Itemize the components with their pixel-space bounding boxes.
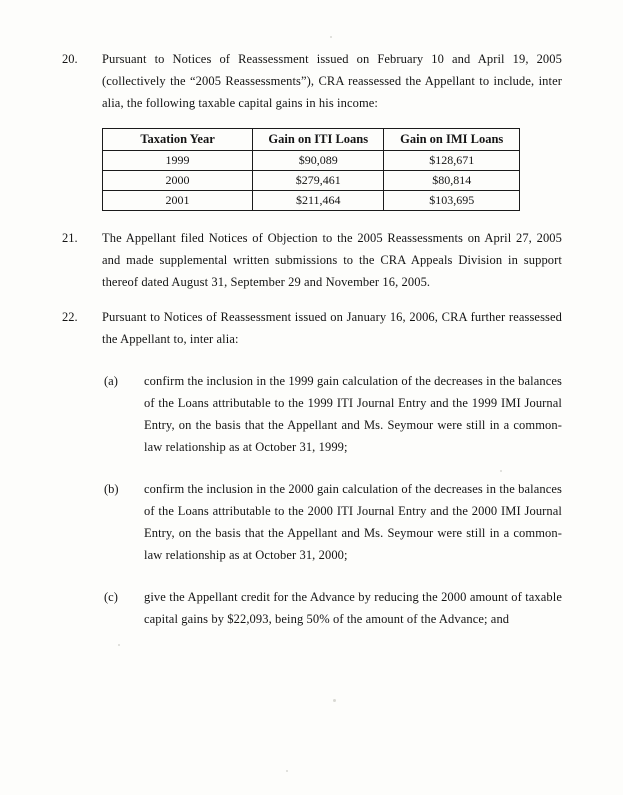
table-header-taxation-year: Taxation Year — [103, 129, 253, 151]
subparagraph-b — [102, 478, 562, 566]
table-cell-year: 1999 — [103, 151, 253, 171]
scan-speck — [286, 770, 288, 772]
paragraph-21-text: The Appellant filed Notices of Objection to the 2005 Reassessments on April 27, 2005 and made supplemental written submissions to the CRA Appeals Division in support thereof dated August 31, September 29 and November 16, 2005. — [102, 231, 562, 289]
paragraph-22-number: 22. — [62, 310, 78, 324]
table-header-gain-iti: Gain on ITI Loans — [253, 129, 384, 151]
table-cell-year: 2001 — [103, 191, 253, 211]
paragraph-20 — [62, 48, 562, 114]
paragraph-22-text: Pursuant to Notices of Reassessment issued on January 16, 2006, CRA further reassessed the Appellant to, inter alia: — [102, 310, 562, 346]
document-body — [62, 48, 562, 644]
gains-table-wrapper — [102, 128, 520, 211]
table-row — [103, 171, 520, 191]
table-row — [103, 151, 520, 171]
subparagraph-a — [102, 370, 562, 458]
paragraph-20-number: 20. — [62, 52, 78, 66]
table-cell-gain-iti: $90,089 — [253, 151, 384, 171]
table-row — [103, 191, 520, 211]
table-cell-gain-iti: $211,464 — [253, 191, 384, 211]
subparagraph-c-text: give the Appellant credit for the Advance by reducing the 2000 amount of taxable capital gains by $22,093, being 50% of the amount of the Advance; and — [144, 590, 562, 626]
subparagraph-a-label: (a) — [104, 374, 118, 388]
table-cell-gain-imi: $80,814 — [384, 171, 520, 191]
paragraph-21 — [62, 227, 562, 293]
subparagraph-a-text: confirm the inclusion in the 1999 gain calculation of the decreases in the balances of the Loans attributable to the 1999 ITI Journal Entry and the 1999 IMI Journal Entry, on the basis that the Appellant and Ms. Seymour were still in a common-law relationship as at October 31, 1999; — [144, 374, 562, 454]
table-cell-gain-imi: $103,695 — [384, 191, 520, 211]
table-header-gain-imi: Gain on IMI Loans — [384, 129, 520, 151]
table-cell-year: 2000 — [103, 171, 253, 191]
table-cell-gain-imi: $128,671 — [384, 151, 520, 171]
gains-table — [102, 128, 520, 211]
subparagraph-b-text: confirm the inclusion in the 2000 gain calculation of the decreases in the balances of the Loans attributable to the 2000 ITI Journal Entry and the 2000 IMI Journal Entry, on the basis that the Appellant and Ms. Seymour were still in a common-law relationship as at October 31, 2000; — [144, 482, 562, 562]
subparagraph-list — [62, 370, 562, 630]
subparagraph-b-label: (b) — [104, 482, 119, 496]
paragraph-21-number: 21. — [62, 231, 78, 245]
subparagraph-c-label: (c) — [104, 590, 118, 604]
paragraph-20-text: Pursuant to Notices of Reassessment issued on February 10 and April 19, 2005 (collectively the “2005 Reassessments”), CRA reassessed the Appellant to include, inter alia, the following taxable capital gains in his income: — [102, 52, 562, 110]
paragraph-22 — [62, 306, 562, 350]
scan-speck — [118, 644, 120, 646]
scan-speck — [333, 699, 336, 702]
subparagraph-c — [102, 586, 562, 630]
scan-speck — [330, 36, 332, 38]
table-header-row — [103, 129, 520, 151]
table-cell-gain-iti: $279,461 — [253, 171, 384, 191]
